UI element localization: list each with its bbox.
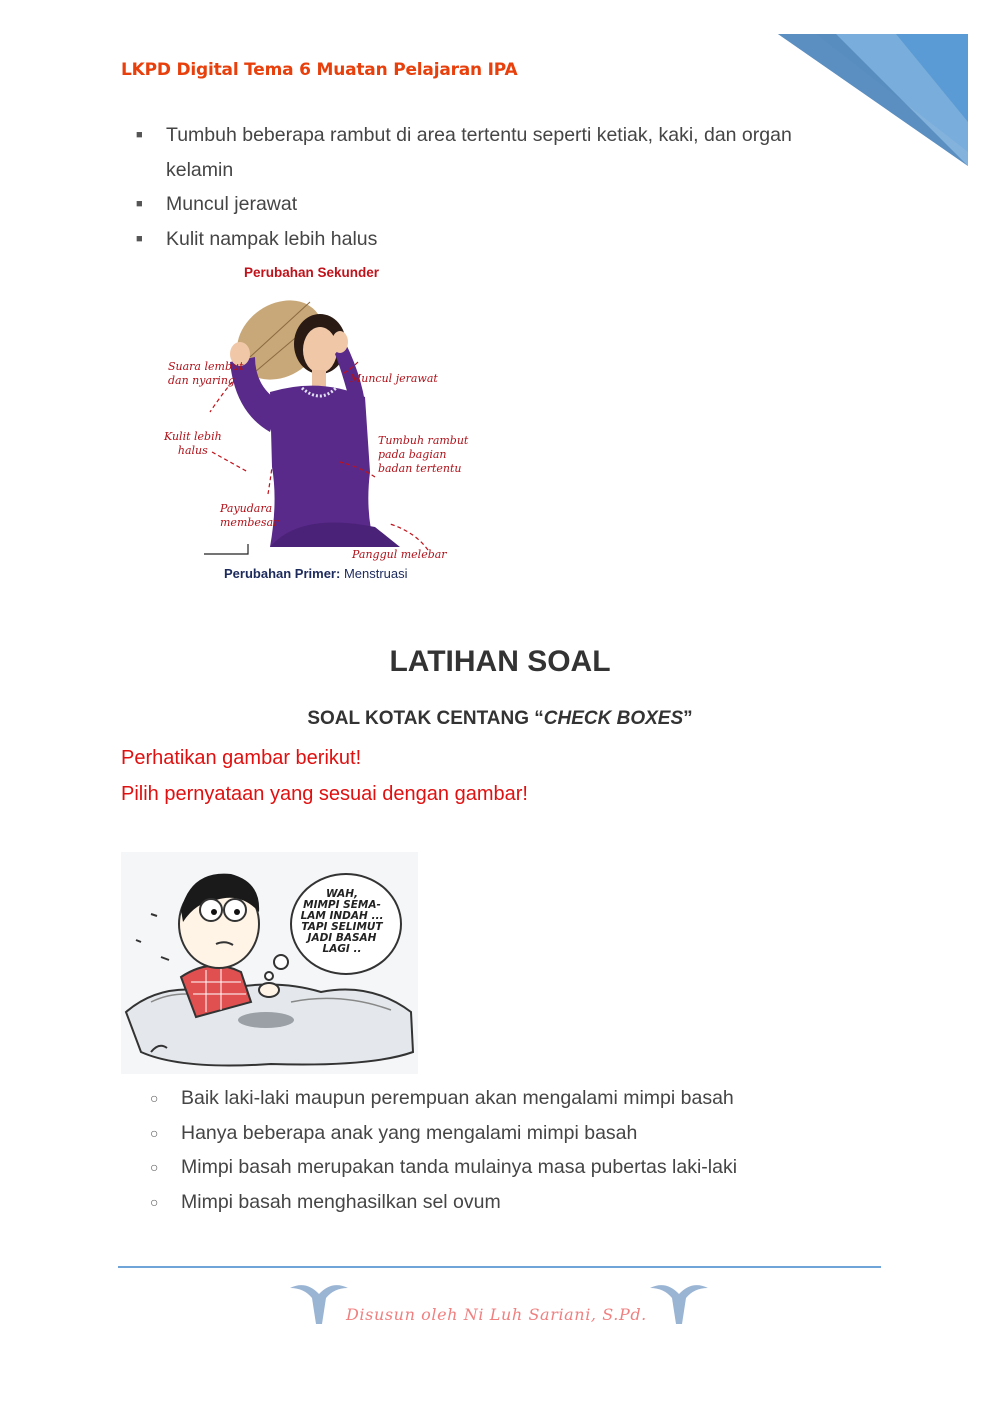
option-text: Hanya beberapa anak yang mengalami mimpi basah: [181, 1121, 638, 1144]
caption-bold: Perubahan Primer:: [224, 566, 341, 581]
list-item-text: Muncul jerawat: [166, 193, 298, 215]
square-bullet-icon: ■: [136, 129, 143, 141]
section-subtitle: [0, 708, 1000, 730]
list-item: [136, 118, 856, 187]
label-suara: Suara lembut dan nyaring: [168, 360, 244, 387]
label-panggul: Panggul melebar: [352, 548, 447, 561]
list-item-text: Kulit nampak lebih halus: [166, 227, 378, 250]
woman-illustration: [160, 262, 470, 587]
footer-divider: [118, 1266, 881, 1268]
cartoon-figure: [121, 852, 418, 1074]
figure-title: Perubahan Sekunder: [244, 265, 380, 280]
subtitle-post: ”: [683, 708, 693, 729]
circle-bullet-icon: ○: [150, 1090, 159, 1106]
subtitle-pre: SOAL KOTAK CENTANG “: [307, 708, 544, 729]
label-rambut: Tumbuh rambut pada bagian badan tertentu: [378, 434, 469, 475]
cartoon-boy-illustration: [121, 852, 418, 1074]
thought-bubble-text: WAH, MIMPI SEMA- LAM INDAH ... TAPI SELIMUT JADI BASAH LAGI ..: [300, 888, 384, 955]
secondary-changes-list: [136, 118, 856, 256]
page-header-title: LKPD Digital Tema 6 Muatan Pelajaran IPA: [121, 60, 518, 80]
option-text: Mimpi basah merupakan tanda mulainya masa pubertas laki-laki: [181, 1156, 738, 1178]
option-item[interactable]: [150, 1150, 850, 1185]
option-item[interactable]: [150, 1116, 850, 1151]
option-text: Mimpi basah menghasilkan sel ovum: [181, 1190, 501, 1213]
option-item[interactable]: [150, 1081, 850, 1116]
footer-author: Disusun oleh Ni Luh Sariani, S.Pd.: [346, 1305, 647, 1324]
right-ornament-icon: [648, 1280, 710, 1326]
square-bullet-icon: ■: [136, 232, 143, 245]
label-jerawat: Muncul jerawat: [350, 372, 438, 385]
checkbox-options-list: [150, 1081, 850, 1219]
instruction-1: Perhatikan gambar berikut!: [121, 747, 362, 769]
left-ornament-icon: [288, 1280, 350, 1326]
list-item: [136, 187, 856, 222]
circle-bullet-icon: ○: [150, 1124, 159, 1141]
label-payudara: Payudara membesar: [220, 502, 279, 529]
list-item-text: Tumbuh beberapa rambut di area tertentu seperti ketiak, kaki, dan organ kelamin: [166, 124, 792, 181]
circle-bullet-icon: ○: [150, 1159, 159, 1175]
instruction-2: Pilih pernyataan yang sesuai dengan gambar!: [121, 783, 528, 805]
square-bullet-icon: ■: [136, 198, 143, 210]
option-text: Baik laki-laki maupun perempuan akan mengalami mimpi basah: [181, 1087, 734, 1109]
puberty-changes-figure: [160, 262, 470, 587]
figure-caption: [224, 566, 408, 581]
option-item[interactable]: [150, 1185, 850, 1220]
subtitle-em: CHECK BOXES: [543, 708, 684, 729]
circle-bullet-icon: ○: [150, 1193, 159, 1210]
caption-text: Menstruasi: [340, 566, 408, 581]
label-kulit: Kulit lebih halus: [164, 430, 222, 457]
list-item: [136, 222, 856, 257]
section-title: LATIHAN SOAL: [389, 645, 611, 678]
